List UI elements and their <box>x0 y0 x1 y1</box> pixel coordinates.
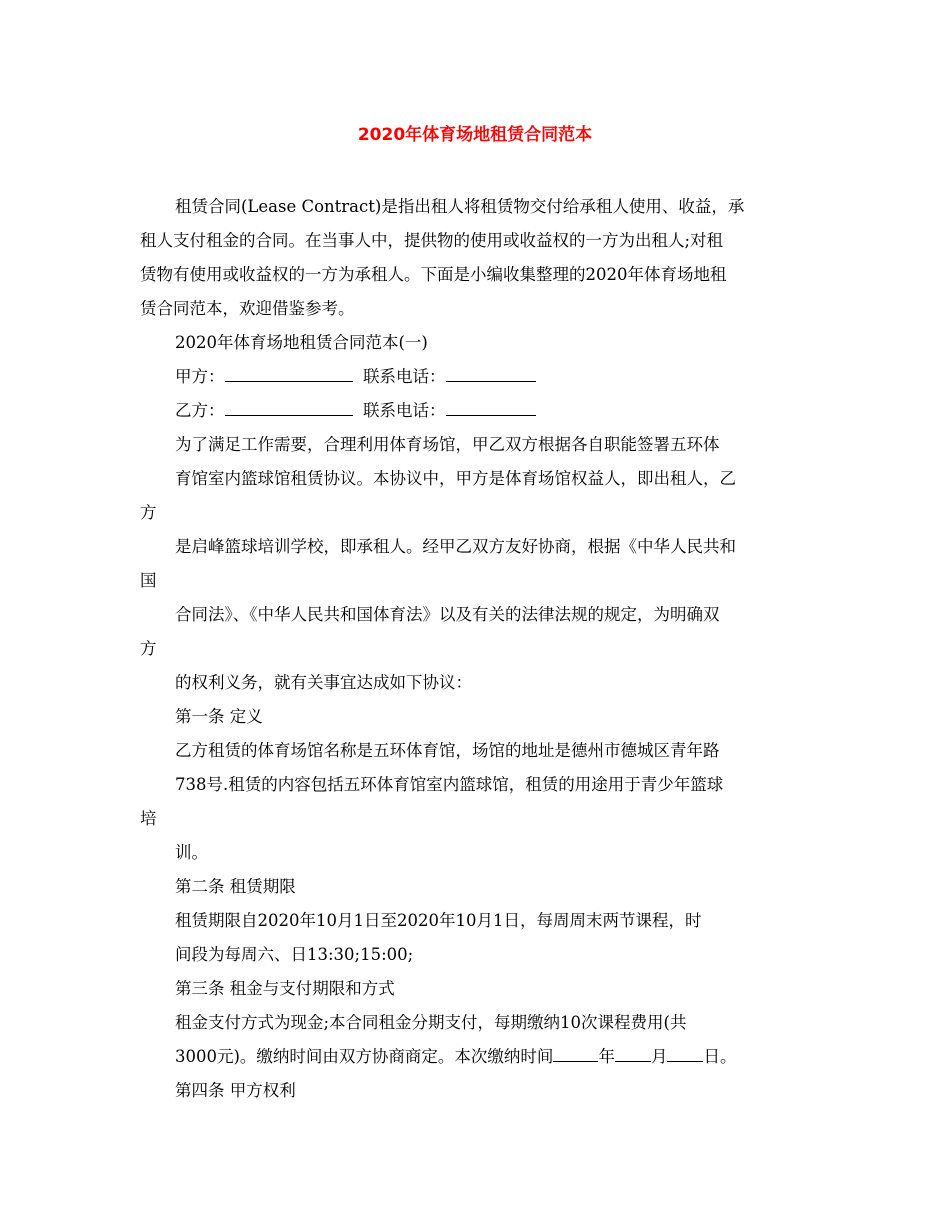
article1-line: 训。 <box>175 843 208 862</box>
party-b-blank <box>225 397 353 416</box>
contract-subtitle: 2020年体育场地租赁合同范本(一) <box>175 333 428 352</box>
para1-line: 是启峰篮球培训学校，即承租人。经甲乙双方友好协商，根据《中华人民共和 <box>175 537 736 556</box>
party-a-label: 甲方： <box>175 367 225 386</box>
party-a-row <box>140 360 820 394</box>
party-a-blank <box>225 363 353 382</box>
article2-title: 第二条 租赁期限 <box>175 877 296 896</box>
article2-line: 租赁期限自2020年10月1日至2020年10月1日，每周周末两节课程，时 <box>175 911 702 930</box>
article2-line: 间段为每周六、日13:30;15:00; <box>175 945 414 964</box>
party-b-phone-blank <box>446 397 536 416</box>
para1-line: 合同法》、《中华人民共和国体育法》以及有关的法律法规的规定，为明确双 <box>175 605 720 624</box>
article1-title: 第一条 定义 <box>175 707 263 726</box>
party-a-phone-blank <box>446 363 536 382</box>
para1-line: 国 <box>140 571 157 590</box>
month-label: 月 <box>650 1047 668 1066</box>
para1-line: 方 <box>140 503 157 522</box>
para1-line: 方 <box>140 639 157 658</box>
payment-date-prefix: 3000元)。缴纳时间由双方协商商定。本次缴纳时间 <box>175 1047 554 1066</box>
para1-line: 的权利义务，就有关事宜达成如下协议： <box>175 673 472 692</box>
article3-title: 第三条 租金与支付期限和方式 <box>175 979 395 998</box>
party-b-label: 乙方： <box>175 401 225 420</box>
intro-line: 租人支付租金的合同。在当事人中，提供物的使用或收益权的一方为出租人;对租 <box>140 231 724 250</box>
article1-line: 乙方租赁的体育场馆名称是五环体育馆，场馆的地址是德州市德城区青年路 <box>175 741 720 760</box>
year-label: 年 <box>598 1047 615 1066</box>
article4-title: 第四条 甲方权利 <box>175 1081 296 1100</box>
article3-line: 租金支付方式为现金;本合同租金分期支付，每期缴纳10次课程费用(共 <box>175 1013 687 1032</box>
article1-line: 738号.租赁的内容包括五环体育馆室内篮球馆，租赁的用途用于青少年篮球 <box>175 775 724 794</box>
party-b-row <box>140 394 820 428</box>
intro-line: 赁合同范本，欢迎借鉴参考。 <box>140 299 355 318</box>
article3-payment-row <box>140 1040 820 1074</box>
article1-line: 培 <box>140 809 157 828</box>
para1-line: 育馆室内篮球馆租赁协议。本协议中，甲方是体育场馆权益人，即出租人，乙 <box>175 469 736 488</box>
payment-year-blank <box>553 1043 598 1062</box>
payment-month-blank <box>615 1043 651 1062</box>
para1-line: 为了满足工作需要，合理利用体育场馆，甲乙双方根据各自职能签署五环体 <box>175 435 720 454</box>
party-a-phone-label: 联系电话： <box>363 367 446 386</box>
payment-day-blank <box>667 1043 703 1062</box>
party-b-phone-label: 联系电话： <box>363 401 446 420</box>
document-body <box>140 190 820 1108</box>
day-label: 日。 <box>703 1047 737 1066</box>
document-title: 2020年体育场地租赁合同范本 <box>357 125 593 145</box>
intro-line: 租赁合同(Lease Contract)是指出租人将租赁物交付给承租人使用、收益，承 <box>175 197 745 216</box>
intro-line: 赁物有使用或收益权的一方为承租人。下面是小编收集整理的2020年体育场地租 <box>140 265 727 284</box>
